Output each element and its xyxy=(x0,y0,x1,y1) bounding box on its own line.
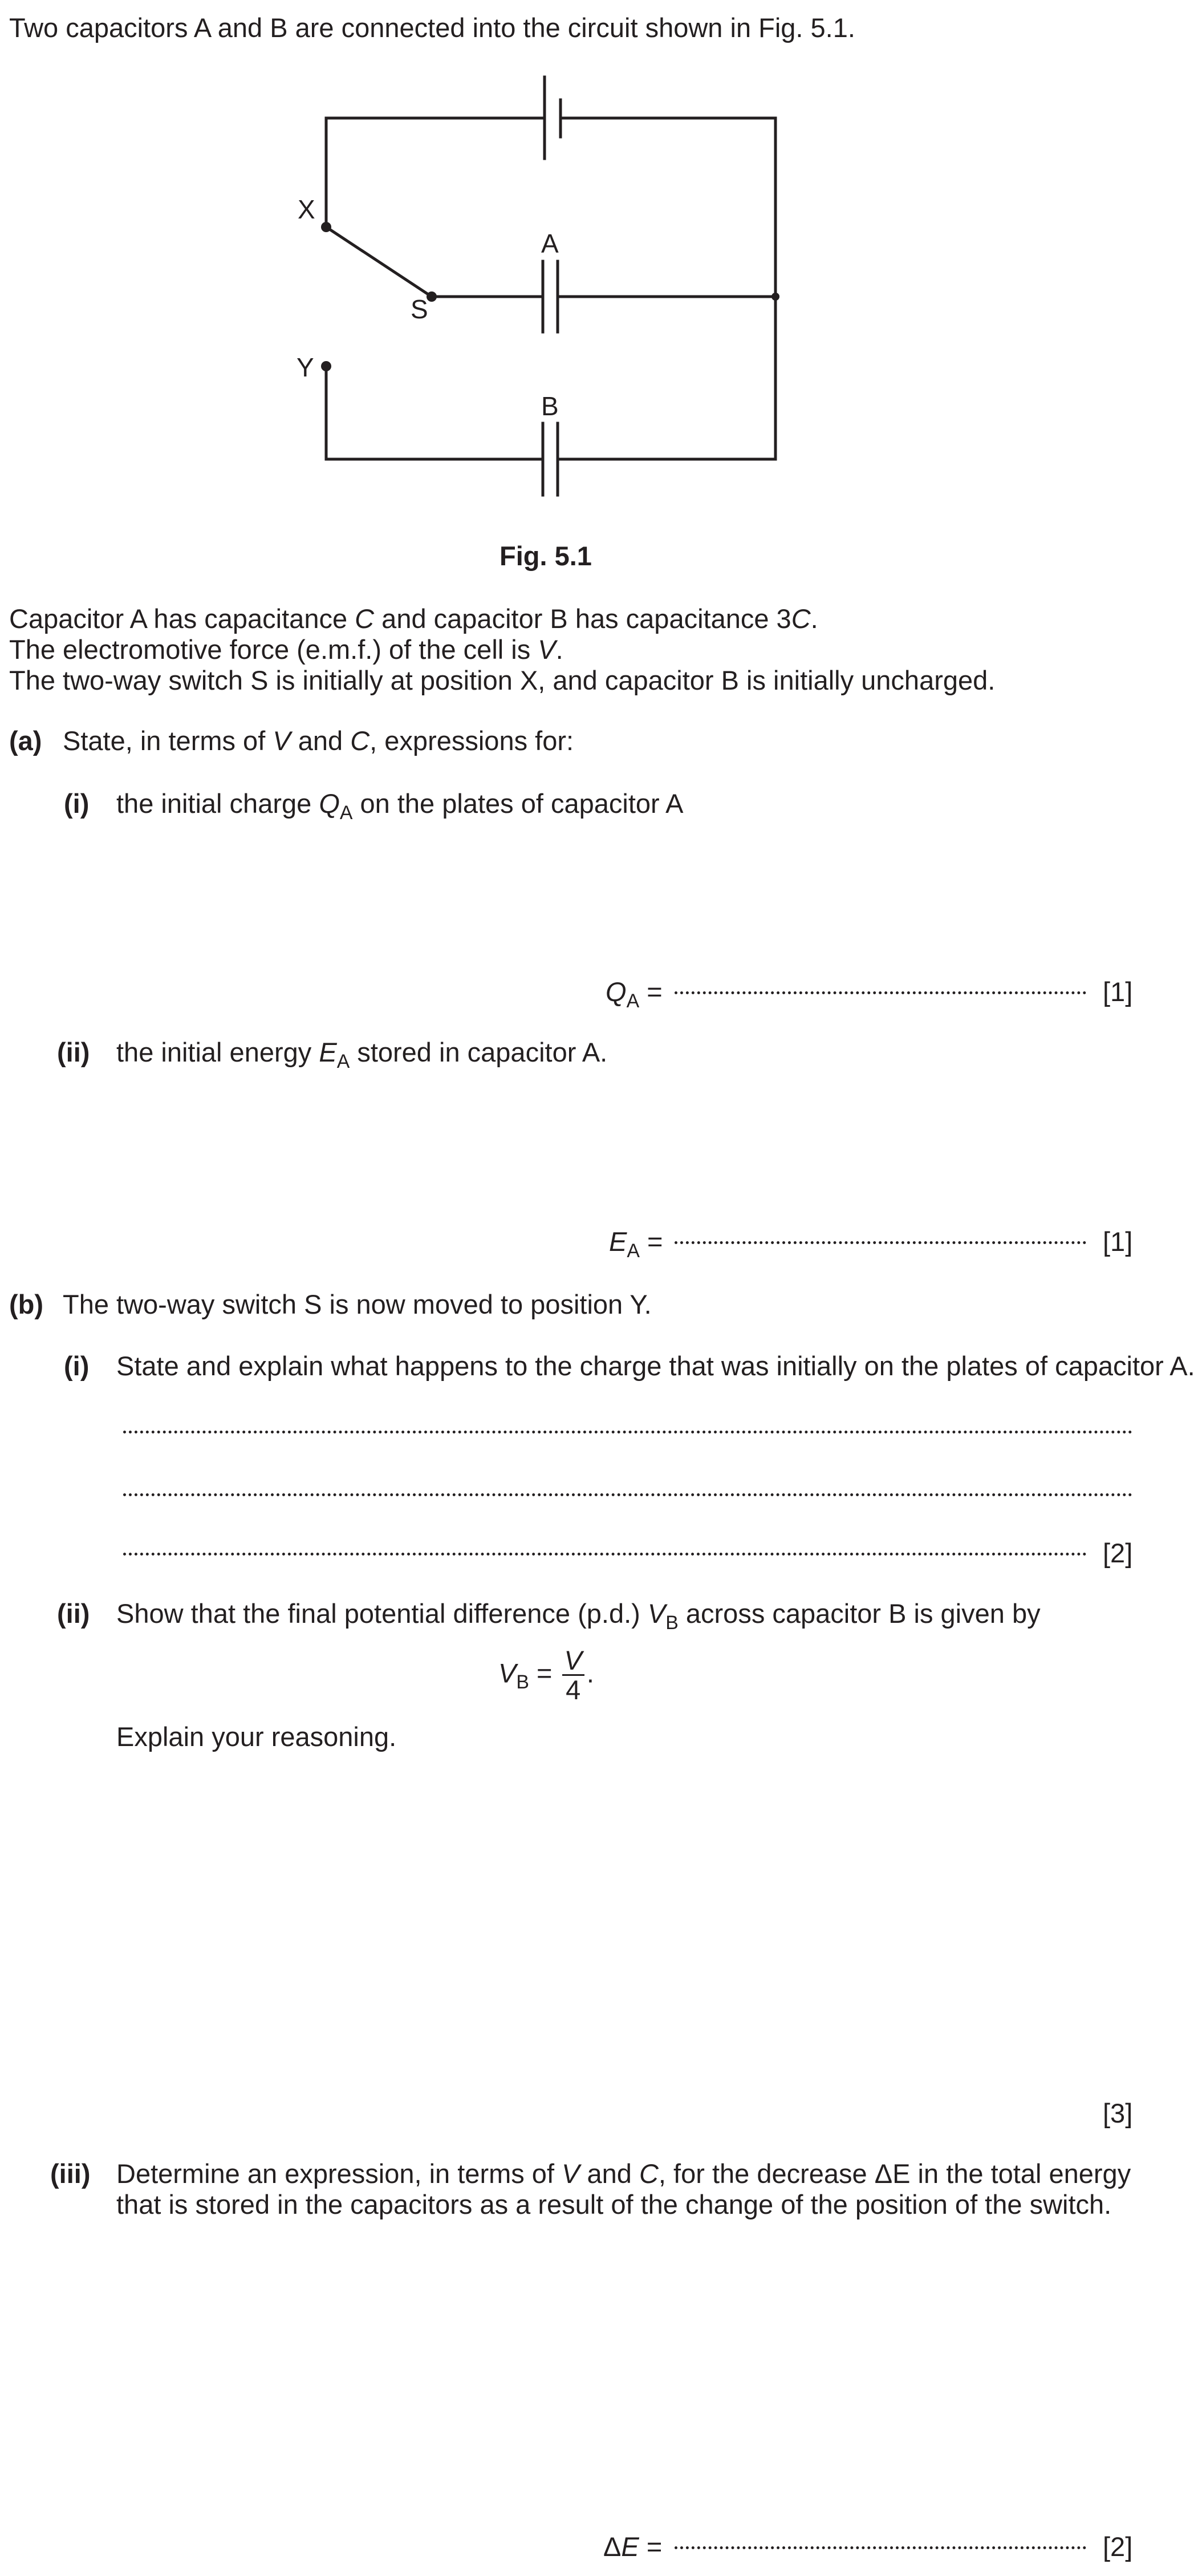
part-b-i-text: State and explain what happens to the charge that was initially on the plates of capacitor A. xyxy=(116,1351,1195,1381)
part-b-iii-text-line-1: Determine an expression, in terms of V and C, for the decrease ΔE in the total energy xyxy=(116,2158,1131,2189)
node-y xyxy=(321,361,331,371)
vb-equation: $V_B$ = $\frac{V}{4}$ . xyxy=(498,1645,594,1706)
part-a-label: (a) xyxy=(9,726,42,756)
part-b-i-answer-line-2[interactable] xyxy=(123,1493,1132,1496)
part-b-i-answer-line-1[interactable] xyxy=(123,1431,1132,1433)
part-a-i-answer-line[interactable] xyxy=(675,991,1086,994)
part-a-ii-text: the initial energy $E_A$ stored in capacitor A. xyxy=(116,1037,608,1072)
part-b-iii-answer-line[interactable] xyxy=(675,2546,1086,2549)
junction-node xyxy=(771,293,779,301)
intro-text: Two capacitors A and B are connected into the circuit shown in Fig. 5.1. xyxy=(9,13,855,43)
part-a-ii-label: (ii) xyxy=(57,1037,90,1067)
part-a-i-label: (i) xyxy=(64,788,90,819)
part-b-ii-label: (ii) xyxy=(57,1598,90,1629)
part-b-stem: The two-way switch S is now moved to position Y. xyxy=(63,1289,652,1319)
info-line-2: The electromotive force (e.m.f.) of the cell is V. xyxy=(9,634,563,665)
part-a-ii-answer-line[interactable] xyxy=(675,1241,1086,1244)
label-a: A xyxy=(541,229,559,258)
part-b-ii-explain: Explain your reasoning. xyxy=(116,1722,397,1752)
label-y: Y xyxy=(297,353,314,382)
v-over-4-fraction: $\frac{V}{4}$ xyxy=(562,1646,584,1704)
part-b-iii-text-line-2: that is stored in the capacitors as a result of the change of the position of the switch. xyxy=(116,2189,1112,2219)
circuit-diagram xyxy=(0,57,1198,513)
part-b-label: (b) xyxy=(9,1289,44,1319)
label-x: X xyxy=(298,195,315,224)
info-line-1: Capacitor A has capacitance C and capacitor B has capacitance 3C. xyxy=(9,604,818,634)
part-b-iii-answer-label: ΔE = xyxy=(603,2532,663,2562)
part-b-iii-label: (iii) xyxy=(50,2158,91,2189)
label-s: S xyxy=(411,294,428,324)
node-x xyxy=(321,222,331,232)
figure-caption: Fig. 5.1 xyxy=(499,541,592,571)
part-b-i-answer-line-3[interactable] xyxy=(123,1553,1087,1556)
part-a-i-answer-label: $Q_A$ = xyxy=(606,977,663,1012)
part-a-i-mark: [1] xyxy=(1103,977,1133,1007)
part-a-ii-mark: [1] xyxy=(1103,1226,1133,1257)
label-b: B xyxy=(541,391,559,421)
switch-blade xyxy=(326,227,432,297)
part-b-ii-text: Show that the final potential difference (p.d.) $V_B$ across capacitor B is given by xyxy=(116,1598,1041,1634)
info-line-3: The two-way switch S is initially at position X, and capacitor B is initially uncharged. xyxy=(9,665,996,695)
part-b-ii-mark: [3] xyxy=(1103,2098,1133,2128)
part-b-i-label: (i) xyxy=(64,1351,90,1381)
part-a-i-text: the initial charge $Q_A$ on the plates of capacitor A xyxy=(116,788,684,824)
node-s xyxy=(427,291,437,302)
part-b-iii-mark: [2] xyxy=(1103,2532,1133,2562)
part-a-stem: State, in terms of V and C, expressions for: xyxy=(63,726,574,756)
part-a-ii-answer-label: $E_A$ = xyxy=(609,1226,663,1262)
part-b-i-mark: [2] xyxy=(1103,1538,1133,1568)
